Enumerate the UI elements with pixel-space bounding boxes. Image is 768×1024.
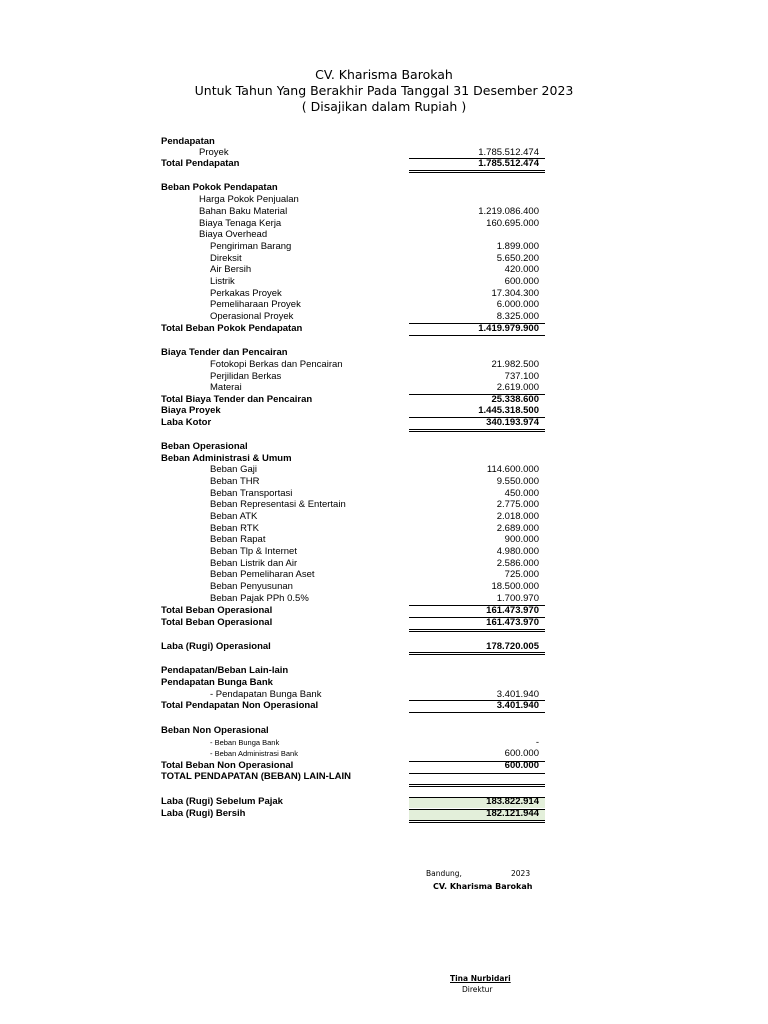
rule-line [409,429,545,430]
section-beban-non-operasional [0,725,768,737]
row-label: Pengiriman Barang [210,241,292,252]
section-beban-operasional [0,441,768,453]
row-amount: 18.500.000 [491,581,539,592]
rule-line [409,394,545,395]
rule-line [409,700,545,701]
rule-line [409,172,545,173]
signatory-title: Direktur [462,985,493,994]
row-amount: 21.982.500 [491,359,539,370]
row-label: Beban THR [210,476,260,487]
rule-line [409,822,545,823]
signature-city: Bandung, [426,869,462,878]
row-label: Beban Pemeliharan Aset [210,569,315,580]
row-materai [0,382,768,394]
row-label: Proyek [199,147,229,158]
row-beban-representasi [0,499,768,511]
row-label: Bahan Baku Material [199,206,288,217]
row-laba-bersih [0,808,768,820]
row-fotokopi [0,359,768,371]
statement-period: Untuk Tahun Yang Berakhir Pada Tanggal 31 Desember 2023 [194,83,574,98]
row-amount: 3.401.940 [496,700,539,711]
row-amount: 8.325.000 [496,311,539,322]
row-amount: 4.980.000 [496,546,539,557]
row-amount: 2.689.000 [496,523,539,534]
row-label: Total Biaya Tender dan Pencairan [161,394,313,405]
row-amount: 17.304.300 [491,288,539,299]
row-label: Laba Kotor [161,417,212,428]
row-laba-sebelum-pajak [0,796,768,808]
total-lain-lain [0,771,768,783]
rule-line [409,170,545,171]
row-label: Direksit [210,253,242,264]
row-operasional-proyek [0,311,768,323]
row-pengiriman [0,241,768,253]
row-biaya-overhead [0,229,768,241]
rule-line [409,654,545,655]
row-beban-pajak [0,593,768,605]
row-amount: 5.650.200 [496,253,539,264]
row-label: Operasional Proyek [210,311,294,322]
row-amount: 1.785.512.474 [478,147,539,158]
row-harga-pokok [0,194,768,206]
company-title: CV. Kharisma Barokah [315,67,453,82]
row-amount: 178.720.005 [486,641,539,652]
row-amount: 600.000 [504,760,539,771]
row-label: Beban Operasional [161,441,248,452]
row-label: Beban Gaji [210,464,258,475]
row-label: - Beban Administrasi Bank [210,749,298,758]
row-label: Biaya Tenaga Kerja [199,218,282,229]
rule-line [409,784,545,785]
row-label: Materai [210,382,242,393]
rule-line [409,652,545,653]
rule-line [409,786,545,787]
row-label: Beban Transportasi [210,488,293,499]
row-label: Perkakas Proyek [210,288,282,299]
row-label: Laba (Rugi) Sebelum Pajak [161,796,283,807]
row-label: Listrik [210,276,235,287]
row-label: Beban Representasi & Entertain [210,499,346,510]
row-label: Total Beban Non Operasional [161,760,294,771]
row-label: Air Bersih [210,264,252,275]
row-label: Total Beban Pokok Pendapatan [161,323,303,334]
row-label: Harga Pokok Penjualan [199,194,299,205]
row-label: Biaya Proyek [161,405,221,416]
row-listrik [0,276,768,288]
row-pemeliharaan-proyek [0,299,768,311]
rule-line [409,773,545,774]
row-label: Total Beban Operasional [161,605,273,616]
row-amount: 6.000.000 [496,299,539,310]
row-amount: 9.550.000 [496,476,539,487]
row-label: - Beban Bunga Bank [210,738,280,747]
rule-line [409,809,545,810]
row-amount: 2.775.000 [496,499,539,510]
total-beban-operasional-2 [0,617,768,629]
row-label: - Pendapatan Bunga Bank [210,689,322,700]
row-amount: 161.473.970 [486,617,539,628]
rule-line [409,431,545,432]
row-biaya-proyek [0,405,768,417]
rule-line [409,820,545,821]
row-label: Total Pendapatan [161,158,240,169]
total-beban-operasional [0,605,768,617]
row-beban-tlp [0,546,768,558]
row-label: Beban Administrasi & Umum [161,453,292,464]
row-label: Fotokopi Berkas dan Pencairan [210,359,343,370]
rule-line [409,323,545,324]
row-label: Beban Pokok Pendapatan [161,182,278,193]
currency-note: ( Disajikan dalam Rupiah ) [301,99,467,114]
rule-line [409,617,545,618]
row-beban-thr [0,476,768,488]
row-amount: 2.619.000 [496,382,539,393]
row-label: Biaya Overhead [199,229,268,240]
row-label: TOTAL PENDAPATAN (BEBAN) LAIN-LAIN [161,771,351,782]
row-amount: 340.193.974 [486,417,539,428]
signatory-name: Tina Nurbidari [450,974,511,983]
row-amount: 160.695.000 [486,218,539,229]
row-label: Laba (Rugi) Operasional [161,641,271,652]
rule-line [409,712,545,713]
row-amount: 114.600.000 [486,464,539,475]
row-label: Pemeliharaan Proyek [210,299,301,310]
row-amount: 450.000 [504,488,539,499]
row-label: Perjilidan Berkas [210,371,282,382]
signature-year: 2023 [511,869,531,878]
row-amount: 182.121.944 [486,808,539,819]
row-beban-administrasi-bank [0,748,768,760]
row-amount: - [535,737,539,748]
row-label: Beban Penyusunan [210,581,293,592]
row-beban-penyusunan [0,581,768,593]
rule-line [409,629,545,630]
row-label: Pendapatan [161,136,215,147]
row-label: Beban Non Operasional [161,725,269,736]
row-amount: 1.445.318.500 [478,405,539,416]
row-label: Beban Rapat [210,534,266,545]
row-amount: 1.419.979.900 [478,323,539,334]
row-amount: 3.401.940 [496,689,539,700]
row-beban-pemeliharan [0,569,768,581]
row-label: Beban ATK [210,511,258,522]
rule-line [409,605,545,606]
row-amount: 2.018.000 [496,511,539,522]
rule-line [409,335,545,336]
row-beban-rapat [0,534,768,546]
total-pendapatan-non-operasional [0,700,768,712]
row-beban-gaji [0,464,768,476]
row-laba-kotor [0,417,768,429]
rule-line [409,417,545,418]
section-lain-lain [0,665,768,677]
row-label: Biaya Tender dan Pencairan [161,347,288,358]
total-pendapatan [0,158,768,170]
row-amount: 737.100 [504,371,539,382]
row-amount: 161.473.970 [486,605,539,616]
row-label: Beban Listrik dan Air [210,558,298,569]
row-label: Beban RTK [210,523,259,534]
row-amount: 25.338.600 [491,394,539,405]
row-laba-operasional [0,641,768,653]
total-beban-pokok [0,323,768,335]
row-label: Beban Pajak PPh 0.5% [210,593,309,604]
rule-line [409,158,545,159]
row-amount: 900.000 [504,534,539,545]
rule-line [409,631,545,632]
row-label: Total Beban Operasional [161,617,273,628]
row-label: Laba (Rugi) Bersih [161,808,246,819]
row-label: Total Pendapatan Non Operasional [161,700,319,711]
row-amount: 1.219.086.400 [478,206,539,217]
row-beban-atk [0,511,768,523]
signature-company: CV. Kharisma Barokah [433,882,533,891]
row-amount: 420.000 [504,264,539,275]
row-amount: 600.000 [504,748,539,759]
section-pendapatan-bunga [0,677,768,689]
row-amount: 1.785.512.474 [478,158,539,169]
row-label: Pendapatan Bunga Bank [161,677,273,688]
row-amount: 1.700.970 [496,593,539,604]
row-amount: 600.000 [504,276,539,287]
row-amount: 183.822.914 [486,796,539,807]
section-beban-pokok [0,182,768,194]
row-bahan-baku [0,206,768,218]
row-air-bersih [0,264,768,276]
row-amount: 725.000 [504,569,539,580]
row-label: Beban Tlp & Internet [210,546,297,557]
rule-line [409,797,545,798]
row-amount: 2.586.000 [496,558,539,569]
row-label: Pendapatan/Beban Lain-lain [161,665,289,676]
section-biaya-tender [0,347,768,359]
row-amount: 1.899.000 [496,241,539,252]
rule-line [409,761,545,762]
